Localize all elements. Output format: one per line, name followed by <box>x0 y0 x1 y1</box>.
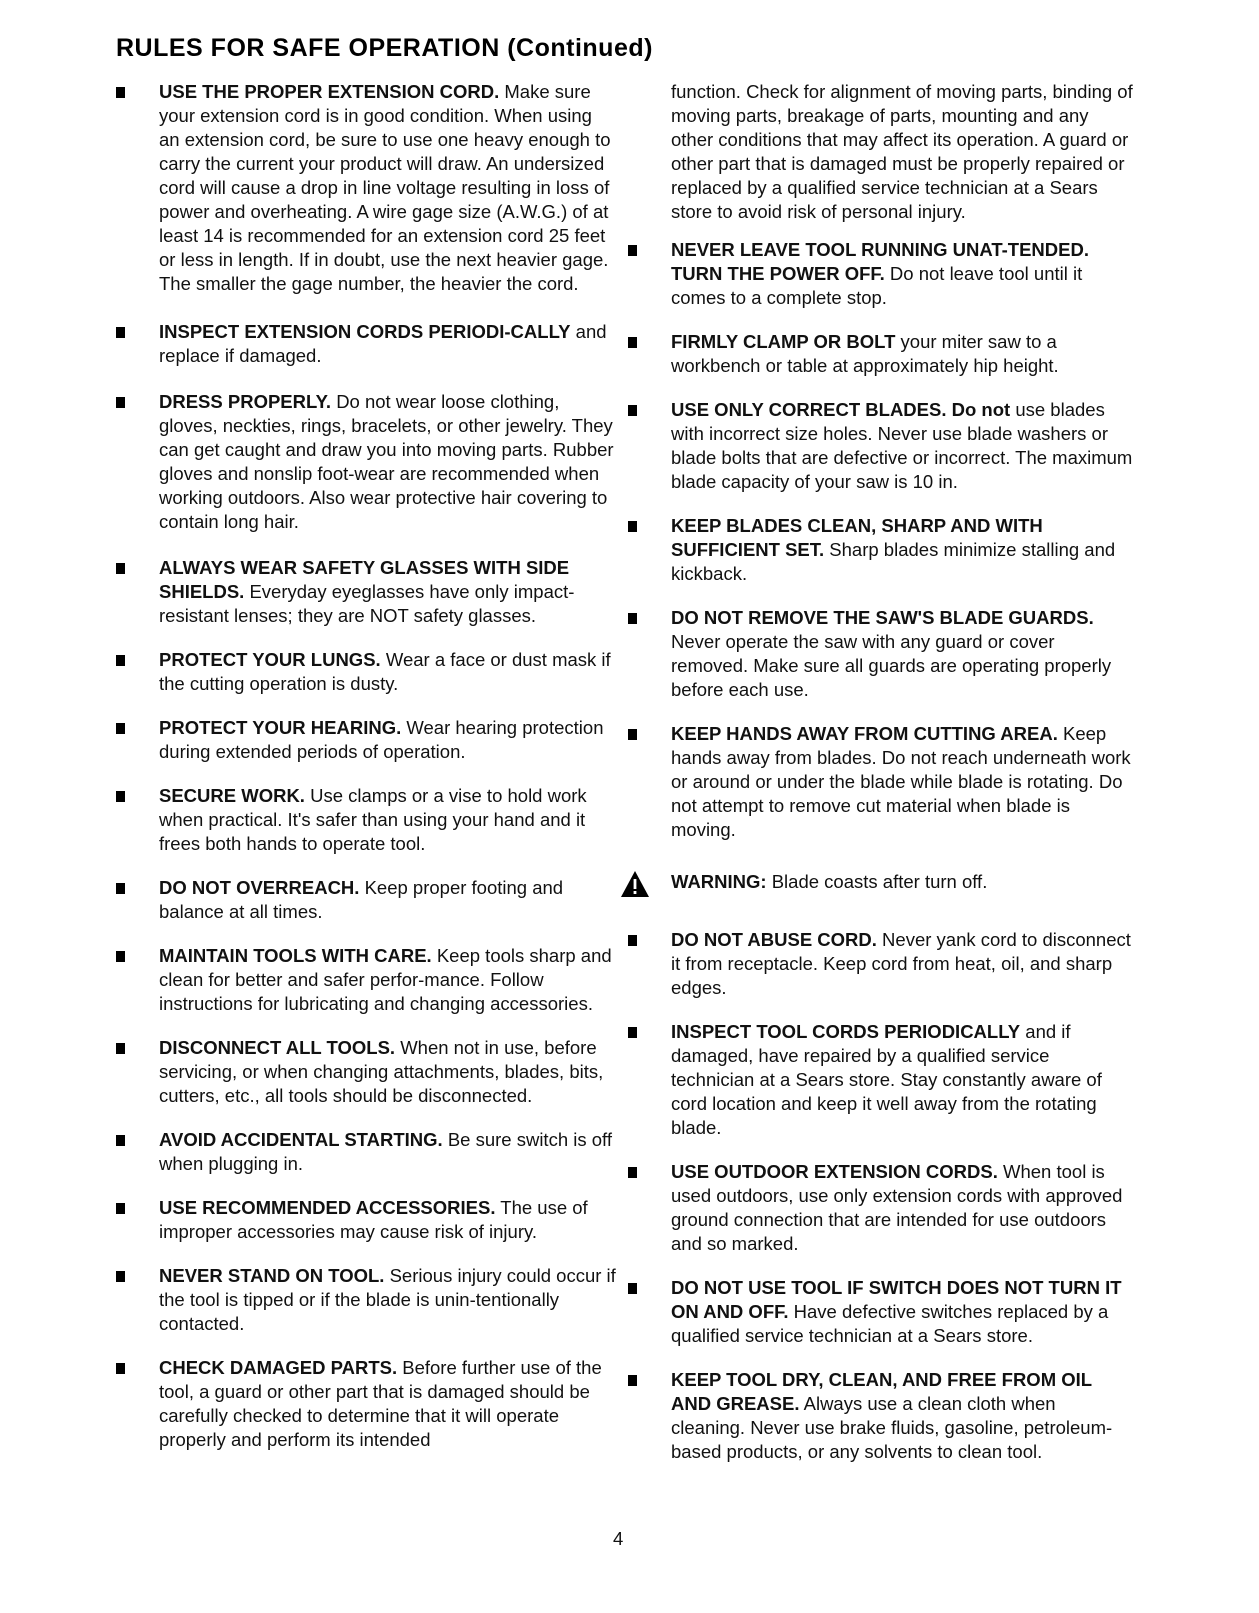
rule-item: KEEP HANDS AWAY FROM CUTTING AREA. Keep hands away from blades. Do not reach underneath work or around or under the blade while blade is rotating. Do not attempt to remove cut material when blade is moving. <box>628 722 1133 842</box>
rule-item: DO NOT ABUSE CORD. Never yank cord to disconnect it from receptacle. Keep cord from heat, oil, and sharp edges. <box>628 928 1133 1000</box>
rule-item: USE OUTDOOR EXTENSION CORDS. When tool is used outdoors, use only extension cords with approved ground connection that are intended for use outdoors and so marked. <box>628 1160 1133 1256</box>
continued-paragraph: function. Check for alignment of moving parts, binding of moving parts, breakage of parts, mounting and any other conditions that may affect its operation. A guard or other part that is damaged must be properly repaired or replaced by a qualified service technician at a Sears store to avoid risk of personal injury. <box>671 81 1133 222</box>
rule-item: ALWAYS WEAR SAFETY GLASSES WITH SIDE SHIELDS. Everyday eyeglasses have only impact-resistant lenses; they are NOT safety glasses. <box>116 556 616 628</box>
rule-item: USE RECOMMENDED ACCESSORIES. The use of improper accessories may cause risk of injury. <box>116 1196 616 1244</box>
rule-item: INSPECT TOOL CORDS PERIODICALLY and if damaged, have repaired by a qualified service technician at a Sears store. Stay constantly aware of cord location and keep it well away from the rotating blade. <box>628 1020 1133 1140</box>
square-bullet-icon <box>628 405 637 416</box>
square-bullet-icon <box>116 327 125 338</box>
right-column <box>628 80 1133 1464</box>
rule-item: DO NOT REMOVE THE SAW'S BLADE GUARDS. Never operate the saw with any guard or cover removed. Make sure all guards are operating properly before each use. <box>628 606 1133 702</box>
square-bullet-icon <box>116 655 125 666</box>
warning-triangle-icon <box>620 870 650 898</box>
square-bullet-icon <box>628 935 637 946</box>
rule-item: INSPECT EXTENSION CORDS PERIODI-CALLY and replace if damaged. <box>116 320 616 368</box>
rule-item: PROTECT YOUR LUNGS. Wear a face or dust mask if the cutting operation is dusty. <box>116 648 616 696</box>
rule-item: USE THE PROPER EXTENSION CORD. Make sure your extension cord is in good condition. When using an extension cord, be sure to use one heavy enough to carry the current your product will draw. An undersized cord will cause a drop in line voltage resulting in loss of power and overheating. A wire gage size (A.W.G.) of at least 14 is recommended for an extension cord 25 feet or less in length. If in doubt, use the next heavier gage. The smaller the gage number, the heavier the cord. <box>116 80 616 296</box>
square-bullet-icon <box>628 1375 637 1386</box>
square-bullet-icon <box>628 1167 637 1178</box>
rule-item: DISCONNECT ALL TOOLS. When not in use, before servicing, or when changing attachments, blades, bits, cutters, etc., all tools should be disconnected. <box>116 1036 616 1108</box>
square-bullet-icon <box>116 1043 125 1054</box>
square-bullet-icon <box>628 521 637 532</box>
rule-item: KEEP TOOL DRY, CLEAN, AND FREE FROM OIL AND GREASE. Always use a clean cloth when cleaning. Never use brake fluids, gasoline, petroleum-based products, or any solvents to clean tool. <box>628 1368 1133 1464</box>
rule-item: DRESS PROPERLY. Do not wear loose clothing, gloves, neckties, rings, bracelets, or other jewelry. They can get caught and draw you into moving parts. Rubber gloves and nonslip foot-wear are recommended when working outdoors. Also wear protective hair covering to contain long hair. <box>116 390 616 534</box>
rule-item: PROTECT YOUR HEARING. Wear hearing protection during extended periods of operation. <box>116 716 616 764</box>
page-title: RULES FOR SAFE OPERATION (Continued) <box>116 34 653 62</box>
square-bullet-icon <box>116 951 125 962</box>
warning-label: WARNING: <box>671 871 767 892</box>
left-column <box>116 80 616 1452</box>
rule-item: NEVER LEAVE TOOL RUNNING UNAT-TENDED. TURN THE POWER OFF. Do not leave tool until it comes to a complete stop. <box>628 238 1133 310</box>
warning-text: Blade coasts after turn off. <box>771 871 988 892</box>
rule-item: NEVER STAND ON TOOL. Serious injury could occur if the tool is tipped or if the blade is unin-tentionally contacted. <box>116 1264 616 1336</box>
rule-item: MAINTAIN TOOLS WITH CARE. Keep tools sharp and clean for better and safer perfor-mance. Follow instructions for lubricating and changing accessories. <box>116 944 616 1016</box>
square-bullet-icon <box>116 1363 125 1374</box>
rule-item: CHECK DAMAGED PARTS. Before further use of the tool, a guard or other part that is damaged should be carefully checked to determine that it will operate properly and perform its intended <box>116 1356 616 1452</box>
rule-item: DO NOT OVERREACH. Keep proper footing and balance at all times. <box>116 876 616 924</box>
square-bullet-icon <box>116 1135 125 1146</box>
square-bullet-icon <box>628 245 637 256</box>
rule-item: USE ONLY CORRECT BLADES. Do not use blades with incorrect size holes. Never use blade washers or blade bolts that are defective or incorrect. The maximum blade capacity of your saw is 10 in. <box>628 398 1133 494</box>
rule-item: KEEP BLADES CLEAN, SHARP AND WITH SUFFICIENT SET. Sharp blades minimize stalling and kickback. <box>628 514 1133 586</box>
rule-item: DO NOT USE TOOL IF SWITCH DOES NOT TURN IT ON AND OFF. Have defective switches replaced by a qualified service technician at a Sears store. <box>628 1276 1133 1348</box>
square-bullet-icon <box>116 397 125 408</box>
rule-item: AVOID ACCIDENTAL STARTING. Be sure switch is off when plugging in. <box>116 1128 616 1176</box>
square-bullet-icon <box>116 563 125 574</box>
square-bullet-icon <box>628 729 637 740</box>
square-bullet-icon <box>116 791 125 802</box>
square-bullet-icon <box>116 1203 125 1214</box>
square-bullet-icon <box>628 1027 637 1038</box>
rule-item: SECURE WORK. Use clamps or a vise to hold work when practical. It's safer than using your hand and it frees both hands to operate tool. <box>116 784 616 856</box>
square-bullet-icon <box>116 1271 125 1282</box>
rule-item: FIRMLY CLAMP OR BOLT your miter saw to a workbench or table at approximately hip height. <box>628 330 1133 378</box>
square-bullet-icon <box>628 613 637 624</box>
square-bullet-icon <box>628 337 637 348</box>
square-bullet-icon <box>116 87 125 98</box>
warning-note <box>628 870 1133 894</box>
page-number: 4 <box>613 1528 624 1549</box>
square-bullet-icon <box>628 1283 637 1294</box>
square-bullet-icon <box>116 883 125 894</box>
square-bullet-icon <box>116 723 125 734</box>
